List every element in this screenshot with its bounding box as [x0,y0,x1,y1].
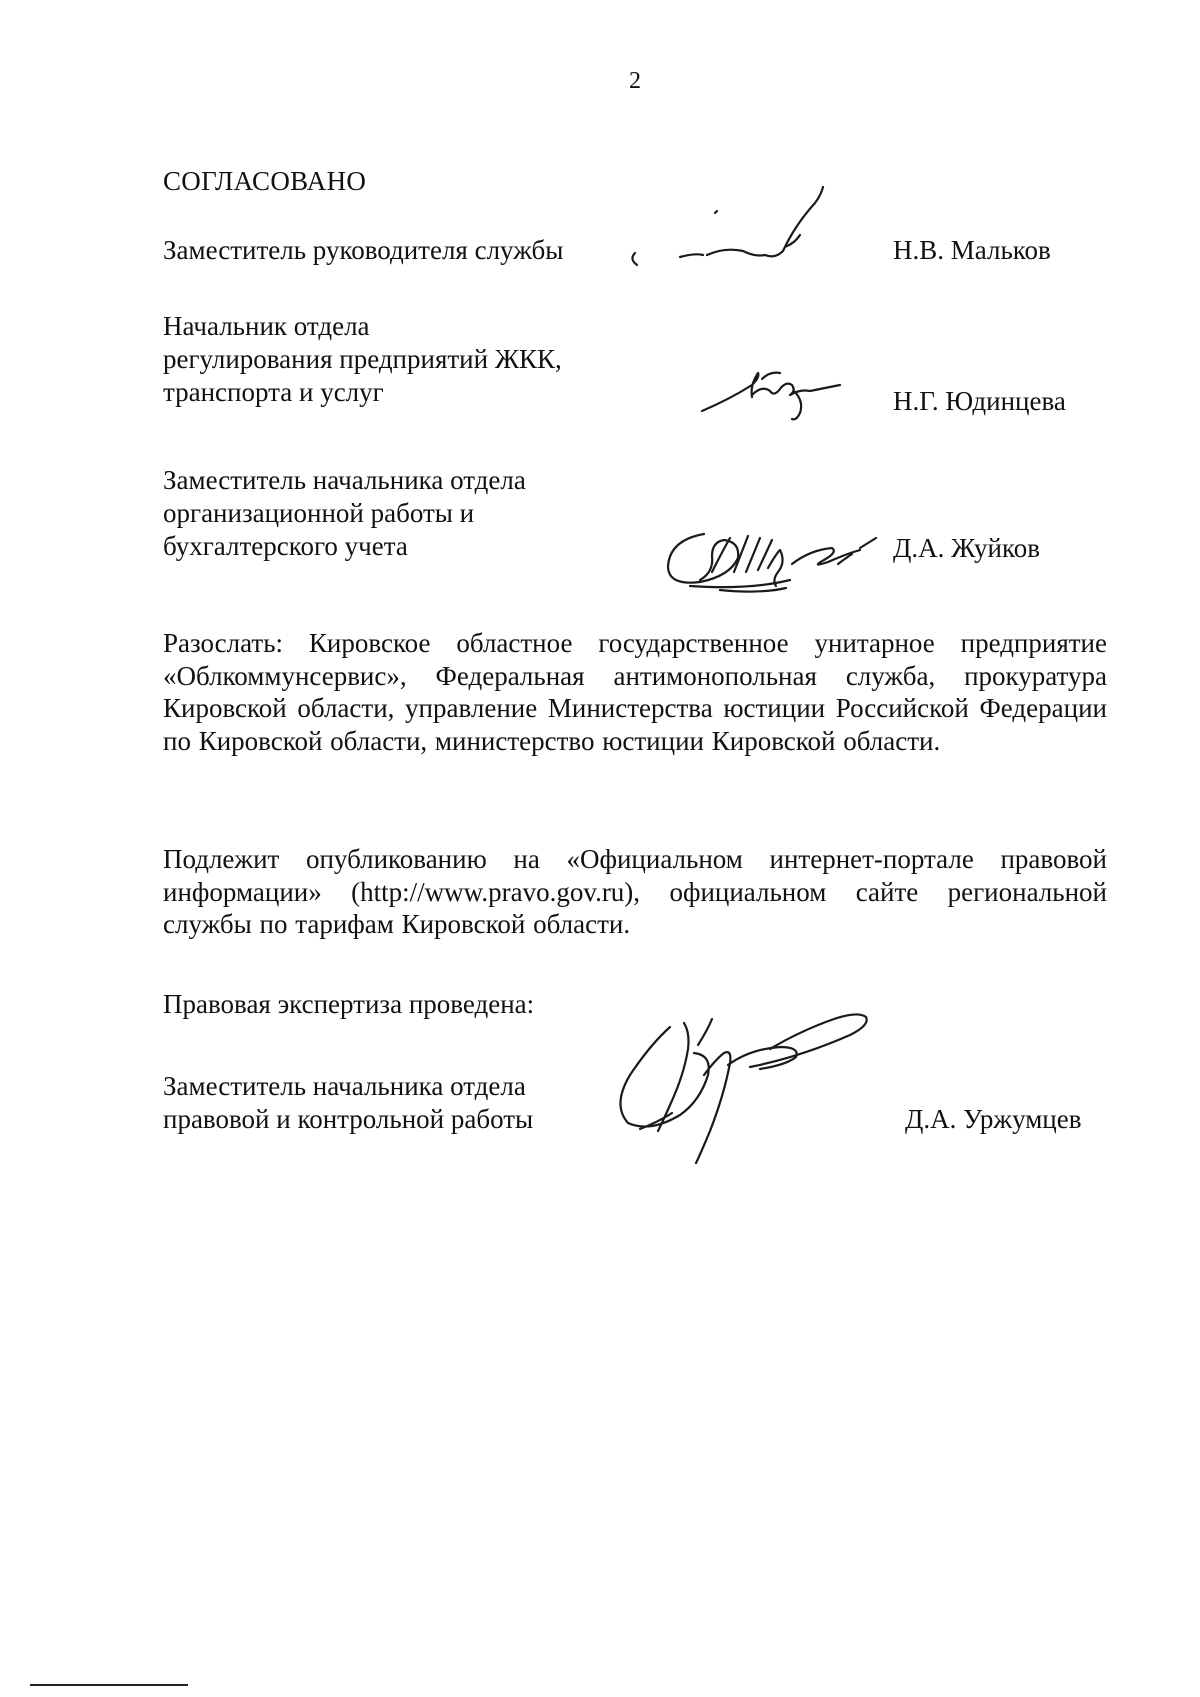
distribution-paragraph: Разослать: Кировское областное государственное унитарное предприятие «Облкоммунсервис», Федеральная антимонопольная служба, прокуратура Кировской области, управление Министерства юстиции Российской Федерации по Кировской области, министерство юстиции Кировской области. [163,628,1107,756]
approver-name-3: Д.А. Жуйков [893,533,1040,563]
page-number: 2 [629,68,641,94]
legal-reviewer-position: Заместитель начальника отдела правовой и контрольной работы [163,1071,534,1134]
approver-position-2: Начальник отдела регулирования предприятий ЖКК, транспорта и услуг [163,311,562,407]
approver-name-1: Н.В. Мальков [893,235,1051,265]
approver-name-2: Н.Г. Юдинцева [893,386,1066,416]
approver-position-1: Заместитель руководителя службы [163,235,564,265]
signature-malkov [625,185,885,275]
signature-zhuykov [660,510,885,595]
publication-paragraph: Подлежит опубликованию на «Официальном интернет-портале правовой информации» (http://www.pravo.gov.ru), официальном сайте региональной службы по тарифам Кировской области. [163,844,1107,939]
legal-review-label: Правовая экспертиза проведена: [163,989,535,1019]
approval-heading: СОГЛАСОВАНО [163,166,367,196]
footer-divider [30,1684,188,1686]
signature-urzhumtsev [600,1005,880,1170]
legal-reviewer-name: Д.А. Уржумцев [905,1104,1082,1134]
signature-yudintseva [700,355,850,425]
approver-position-3: Заместитель начальника отдела организационной работы и бухгалтерского учета [163,465,526,561]
